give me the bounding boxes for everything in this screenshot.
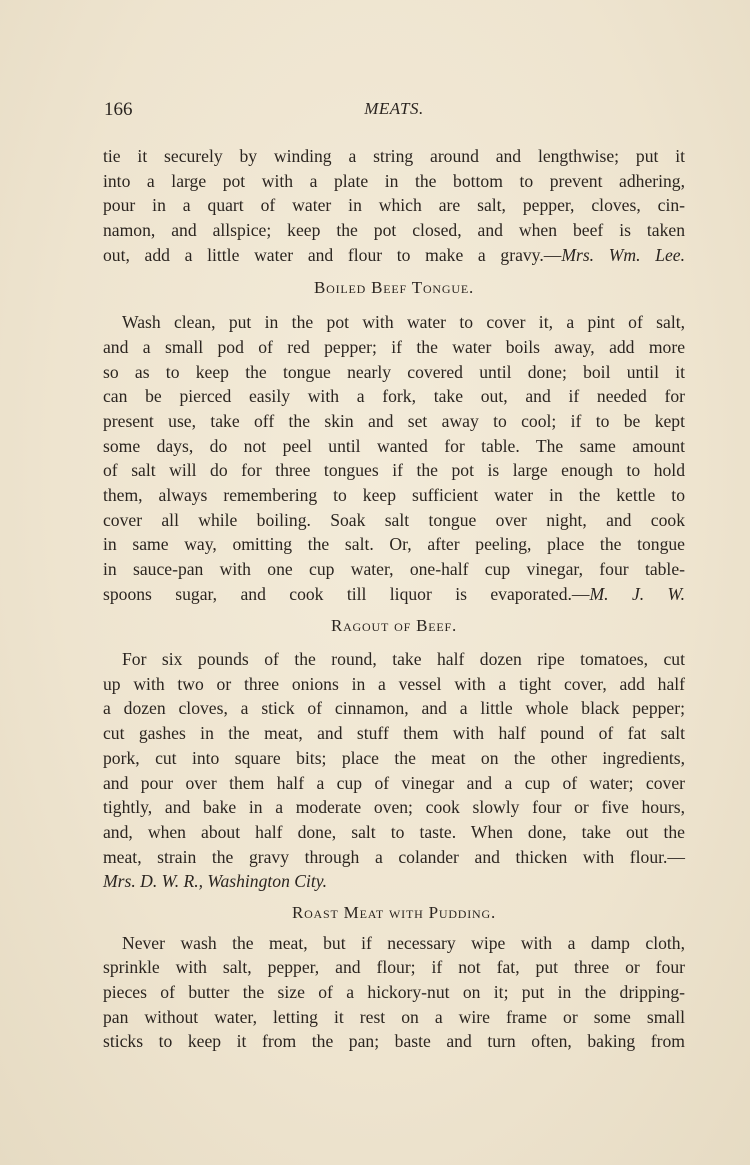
- text-line: up with two or three onions in a vessel with a tight cover, add half: [103, 673, 685, 694]
- text-line-with-signature: [103, 582, 685, 607]
- text-line: and pour over them half a cup of vinegar and a cup of water; cover: [103, 772, 685, 793]
- text-line: in sauce-pan with one cup water, one-half cup vinegar, four table-: [103, 559, 685, 579]
- text-line: and, when about half done, salt to taste. When done, take out the: [103, 821, 685, 842]
- paragraph-continued: [103, 144, 685, 267]
- text-line: meat, strain the gravy through a colander and thicken with flour.—: [103, 846, 685, 867]
- text-fragment: out, add a little water and flour to make a gravy.—: [103, 244, 562, 265]
- text-line: them, always remembering to keep sufficient water in the kettle to: [103, 484, 685, 505]
- text-line: of salt will do for three tongues if the pot is large enough to hold: [103, 460, 685, 481]
- text-line: so as to keep the tongue nearly covered until done; boil until it: [103, 361, 685, 382]
- text-line: sprinkle with salt, pepper, and flour; if not fat, put three or four: [103, 957, 685, 978]
- text-line: can be pierced easily with a fork, take out, and if needed for: [103, 386, 685, 407]
- text-line: sticks to keep it from the pan; baste and turn often, baking from: [103, 1031, 685, 1052]
- text-line: some days, do not peel until wanted for table. The same amount: [103, 435, 685, 456]
- body-text: [103, 144, 685, 1054]
- text-line: namon, and allspice; keep the pot closed, and when beef is taken: [103, 220, 685, 241]
- recipe-heading: Ragout of Beef.: [330, 616, 458, 636]
- recipe-body: [103, 647, 685, 894]
- text-line: cut gashes in the meat, and stuff them with half pound of fat salt: [103, 723, 685, 744]
- text-line: and a small pod of red pepper; if the water boils away, add more: [103, 336, 685, 357]
- text-line-with-signature: [103, 243, 685, 268]
- recipe-body: [103, 310, 685, 606]
- recipe-body: [103, 931, 685, 1054]
- recipe-signature: Mrs. D. W. R., Washington City.: [103, 871, 328, 892]
- text-line: into a large pot with a plate in the bottom to prevent adhering,: [103, 170, 685, 191]
- recipe-heading: Roast Meat with Pudding.: [291, 902, 497, 922]
- text-line: cover all while boiling. Soak salt tongue over night, and cook: [103, 509, 685, 530]
- page-header: [104, 99, 684, 127]
- text-line: pieces of butter the size of a hickory-nut on it; put in the dripping-: [103, 982, 685, 1002]
- text-fragment: spoons sugar, and cook till liquor is evaporated.—: [103, 583, 590, 604]
- text-line: in same way, omitting the salt. Or, after peeling, place the tongue: [103, 534, 685, 555]
- text-line: Wash clean, put in the pot with water to cover it, a pint of salt,: [122, 312, 685, 333]
- text-line: tie it securely by winding a string around and lengthwise; put it: [103, 146, 685, 166]
- text-line: present use, take off the skin and set away to cool; if to be kept: [103, 410, 685, 431]
- text-line: pork, cut into square bits; place the meat on the other ingredients,: [103, 747, 685, 768]
- text-line: a dozen cloves, a stick of cinnamon, and a little whole black pepper;: [103, 698, 685, 719]
- text-line: Never wash the meat, but if necessary wipe with a damp cloth,: [122, 932, 685, 953]
- recipe-signature: M. J. W.: [589, 583, 685, 604]
- text-line: tightly, and bake in a moderate oven; cook slowly four or five hours,: [103, 797, 685, 818]
- text-line: pan without water, letting it rest on a wire frame or some small: [103, 1006, 685, 1027]
- text-line: For six pounds of the round, take half dozen ripe tomatoes, cut: [122, 649, 685, 670]
- recipe-signature: Mrs. Wm. Lee.: [561, 244, 685, 265]
- running-head: MEATS.: [364, 99, 424, 118]
- text-line: pour in a quart of water in which are salt, pepper, cloves, cin-: [103, 195, 685, 216]
- page-number: 166: [104, 99, 133, 120]
- recipe-heading: Boiled Beef Tongue.: [313, 278, 475, 298]
